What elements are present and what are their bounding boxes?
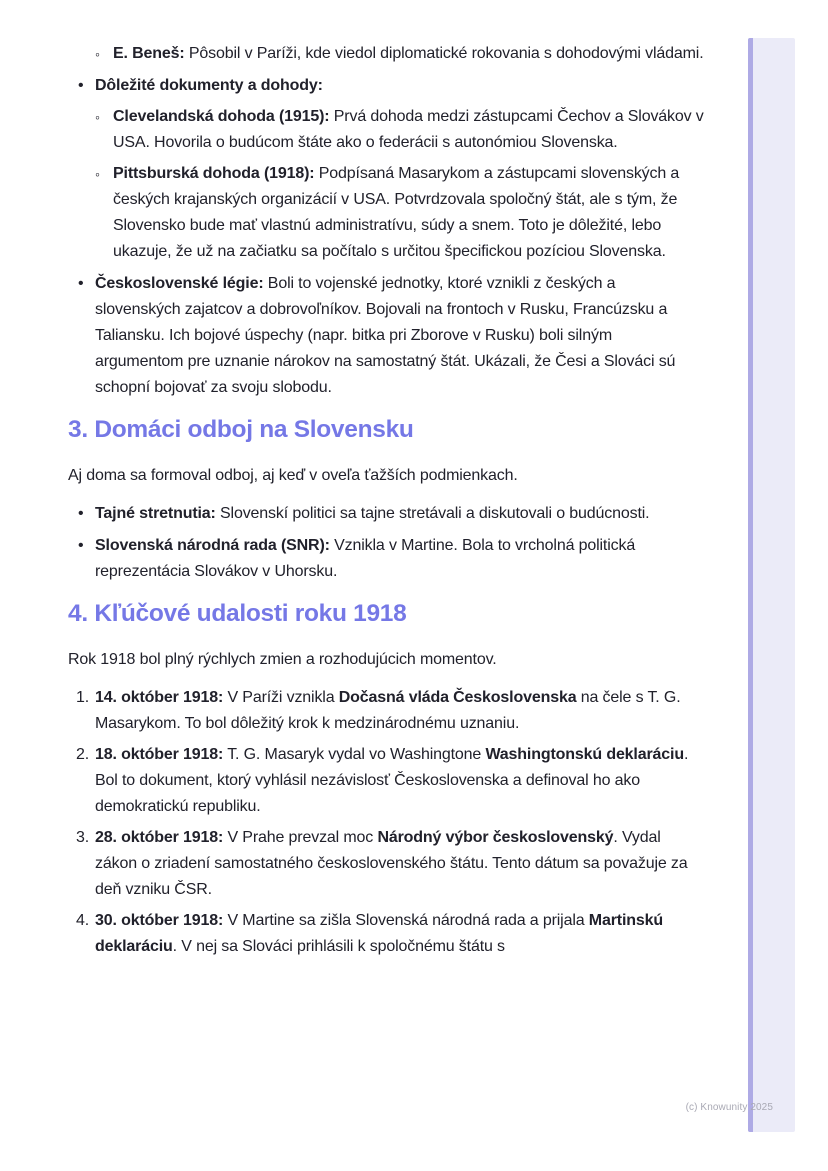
document-content: [68, 38, 704, 965]
section-heading: 4. Kľúčové udalosti roku 1918: [68, 600, 407, 627]
text: Pôsobil v Paríži, kde viedol diplomatické rokovania s dohodovými vládami.: [184, 45, 704, 62]
list-item: [68, 742, 704, 820]
text: . Vydal zákon o zriadení samostatného československého štátu. Tento dátum sa považuje za deň vzniku ČSR.: [95, 829, 688, 898]
bold-text: Tajné stretnutia:: [95, 505, 216, 522]
bold-text: Washingtonskú deklaráciu: [485, 746, 684, 763]
list-item: [68, 104, 704, 156]
bullet-list: [68, 41, 704, 401]
text: V Paríži vznikla: [223, 689, 339, 706]
bold-text: E. Beneš:: [113, 45, 185, 62]
list-item: [68, 41, 704, 67]
list-item-text: [113, 161, 704, 265]
copyright-footer: (c) Knowunity 2025: [685, 1102, 773, 1113]
list-item-text: [113, 41, 704, 67]
list-item: [68, 161, 704, 265]
text: . Bol to dokument, ktorý vyhlásil nezávislosť Československa a definoval ho ako demokratickú republiku.: [95, 746, 689, 815]
text: Vznikla v Martine. Bola to vrcholná politická reprezentácia Slovákov v Uhorsku.: [95, 537, 636, 580]
bold-text: Martinskú deklaráciu: [95, 912, 664, 955]
page-edge-bar-accent-line: [748, 38, 753, 1132]
list-item-text: [95, 271, 704, 401]
list-item-text: [113, 104, 704, 156]
bold-text: Dôležité dokumenty a dohody:: [95, 77, 323, 94]
disc-bullet-icon: •: [78, 537, 84, 554]
numbered-list: [68, 685, 704, 960]
text: Podpísaná Masarykom a zástupcami slovenských a českých krajanských organizácií v USA. Potvrdzovala spoločný štát, ale s tým, že Slovensko bude mať vlastnú administratívu, súdy a snem. Toto je dôležité, lebo ukazuje, že už na začiatku sa počítalo s určitou špecifickou pozíciou Slovenska.: [113, 165, 680, 260]
bullet-list: [68, 501, 704, 585]
text: Boli to vojenské jednotky, ktoré vznikli z českých a slovenských zajatcov a dobrovoľníkov. Bojovali na frontoch v Rusku, Francúzsku a Taliansku. Ich bojové úspechy (napr. bitka pri Zborove v Rusku) boli silným argumentom pre uznanie nárokov na samostatný štát. Ukázali, že Česi a Slováci sú schopní bojovať za svoju slobodu.: [95, 275, 676, 396]
list-number: 3.: [76, 829, 90, 846]
disc-bullet-icon: •: [78, 77, 84, 94]
bold-text: 14. október 1918:: [95, 689, 224, 706]
bold-text: Národný výbor československý: [377, 829, 614, 846]
list-item-text: [95, 742, 704, 820]
bold-text: Pittsburská dohoda (1918):: [113, 165, 315, 182]
list-item: [68, 533, 704, 585]
list-number: 2.: [76, 746, 90, 763]
text: V Prahe prevzal moc: [223, 829, 378, 846]
bold-text: Dočasná vláda Československa: [338, 689, 577, 706]
circle-bullet-icon: ◦: [95, 46, 100, 62]
disc-bullet-icon: •: [78, 505, 84, 522]
list-item: [68, 73, 704, 99]
list-item-text: [95, 501, 704, 527]
list-number: 1.: [76, 689, 90, 706]
list-item: [68, 685, 704, 737]
list-item-text: [95, 685, 704, 737]
text: Slovenskí politici sa tajne stretávali a diskutovali o budúcnosti.: [215, 505, 650, 522]
section-heading: 3. Domáci odboj na Slovensku: [68, 416, 414, 443]
text: Prvá dohoda medzi zástupcami Čechov a Slovákov v USA. Hovorila o budúcom štáte ako o federácii s autonómiou Slovenska.: [113, 108, 704, 151]
list-number: 4.: [76, 912, 90, 929]
paragraph: Rok 1918 bol plný rýchlych zmien a rozhodujúcich momentov.: [68, 651, 497, 668]
text: na čele s T. G. Masarykom. To bol dôležitý krok k medzinárodnému uznaniu.: [95, 689, 681, 732]
list-item: [68, 825, 704, 903]
bold-text: Clevelandská dohoda (1915):: [113, 108, 330, 125]
list-item-text: [95, 908, 704, 960]
circle-bullet-icon: ◦: [95, 166, 100, 182]
bold-text: 18. október 1918:: [95, 746, 224, 763]
list-item: [68, 271, 704, 401]
paragraph: Aj doma sa formoval odboj, aj keď v oveľa ťažších podmienkach.: [68, 467, 518, 484]
circle-bullet-icon: ◦: [95, 109, 100, 125]
bold-text: Československé légie:: [95, 275, 264, 292]
text: . V nej sa Slováci prihlásili k spoločnému štátu s: [172, 938, 505, 955]
bold-text: 30. október 1918:: [95, 912, 224, 929]
disc-bullet-icon: •: [78, 275, 84, 292]
page-edge-highlight-bar: [748, 38, 795, 1132]
list-item: [68, 908, 704, 960]
text: T. G. Masaryk vydal vo Washingtone: [223, 746, 486, 763]
list-item-text: [95, 533, 704, 585]
text: V Martine sa zišla Slovenská národná rada a prijala: [223, 912, 589, 929]
list-item: [68, 501, 704, 527]
list-item-text: [95, 73, 704, 99]
bold-text: 28. október 1918:: [95, 829, 224, 846]
bold-text: Slovenská národná rada (SNR):: [95, 537, 330, 554]
list-item-text: [95, 825, 704, 903]
